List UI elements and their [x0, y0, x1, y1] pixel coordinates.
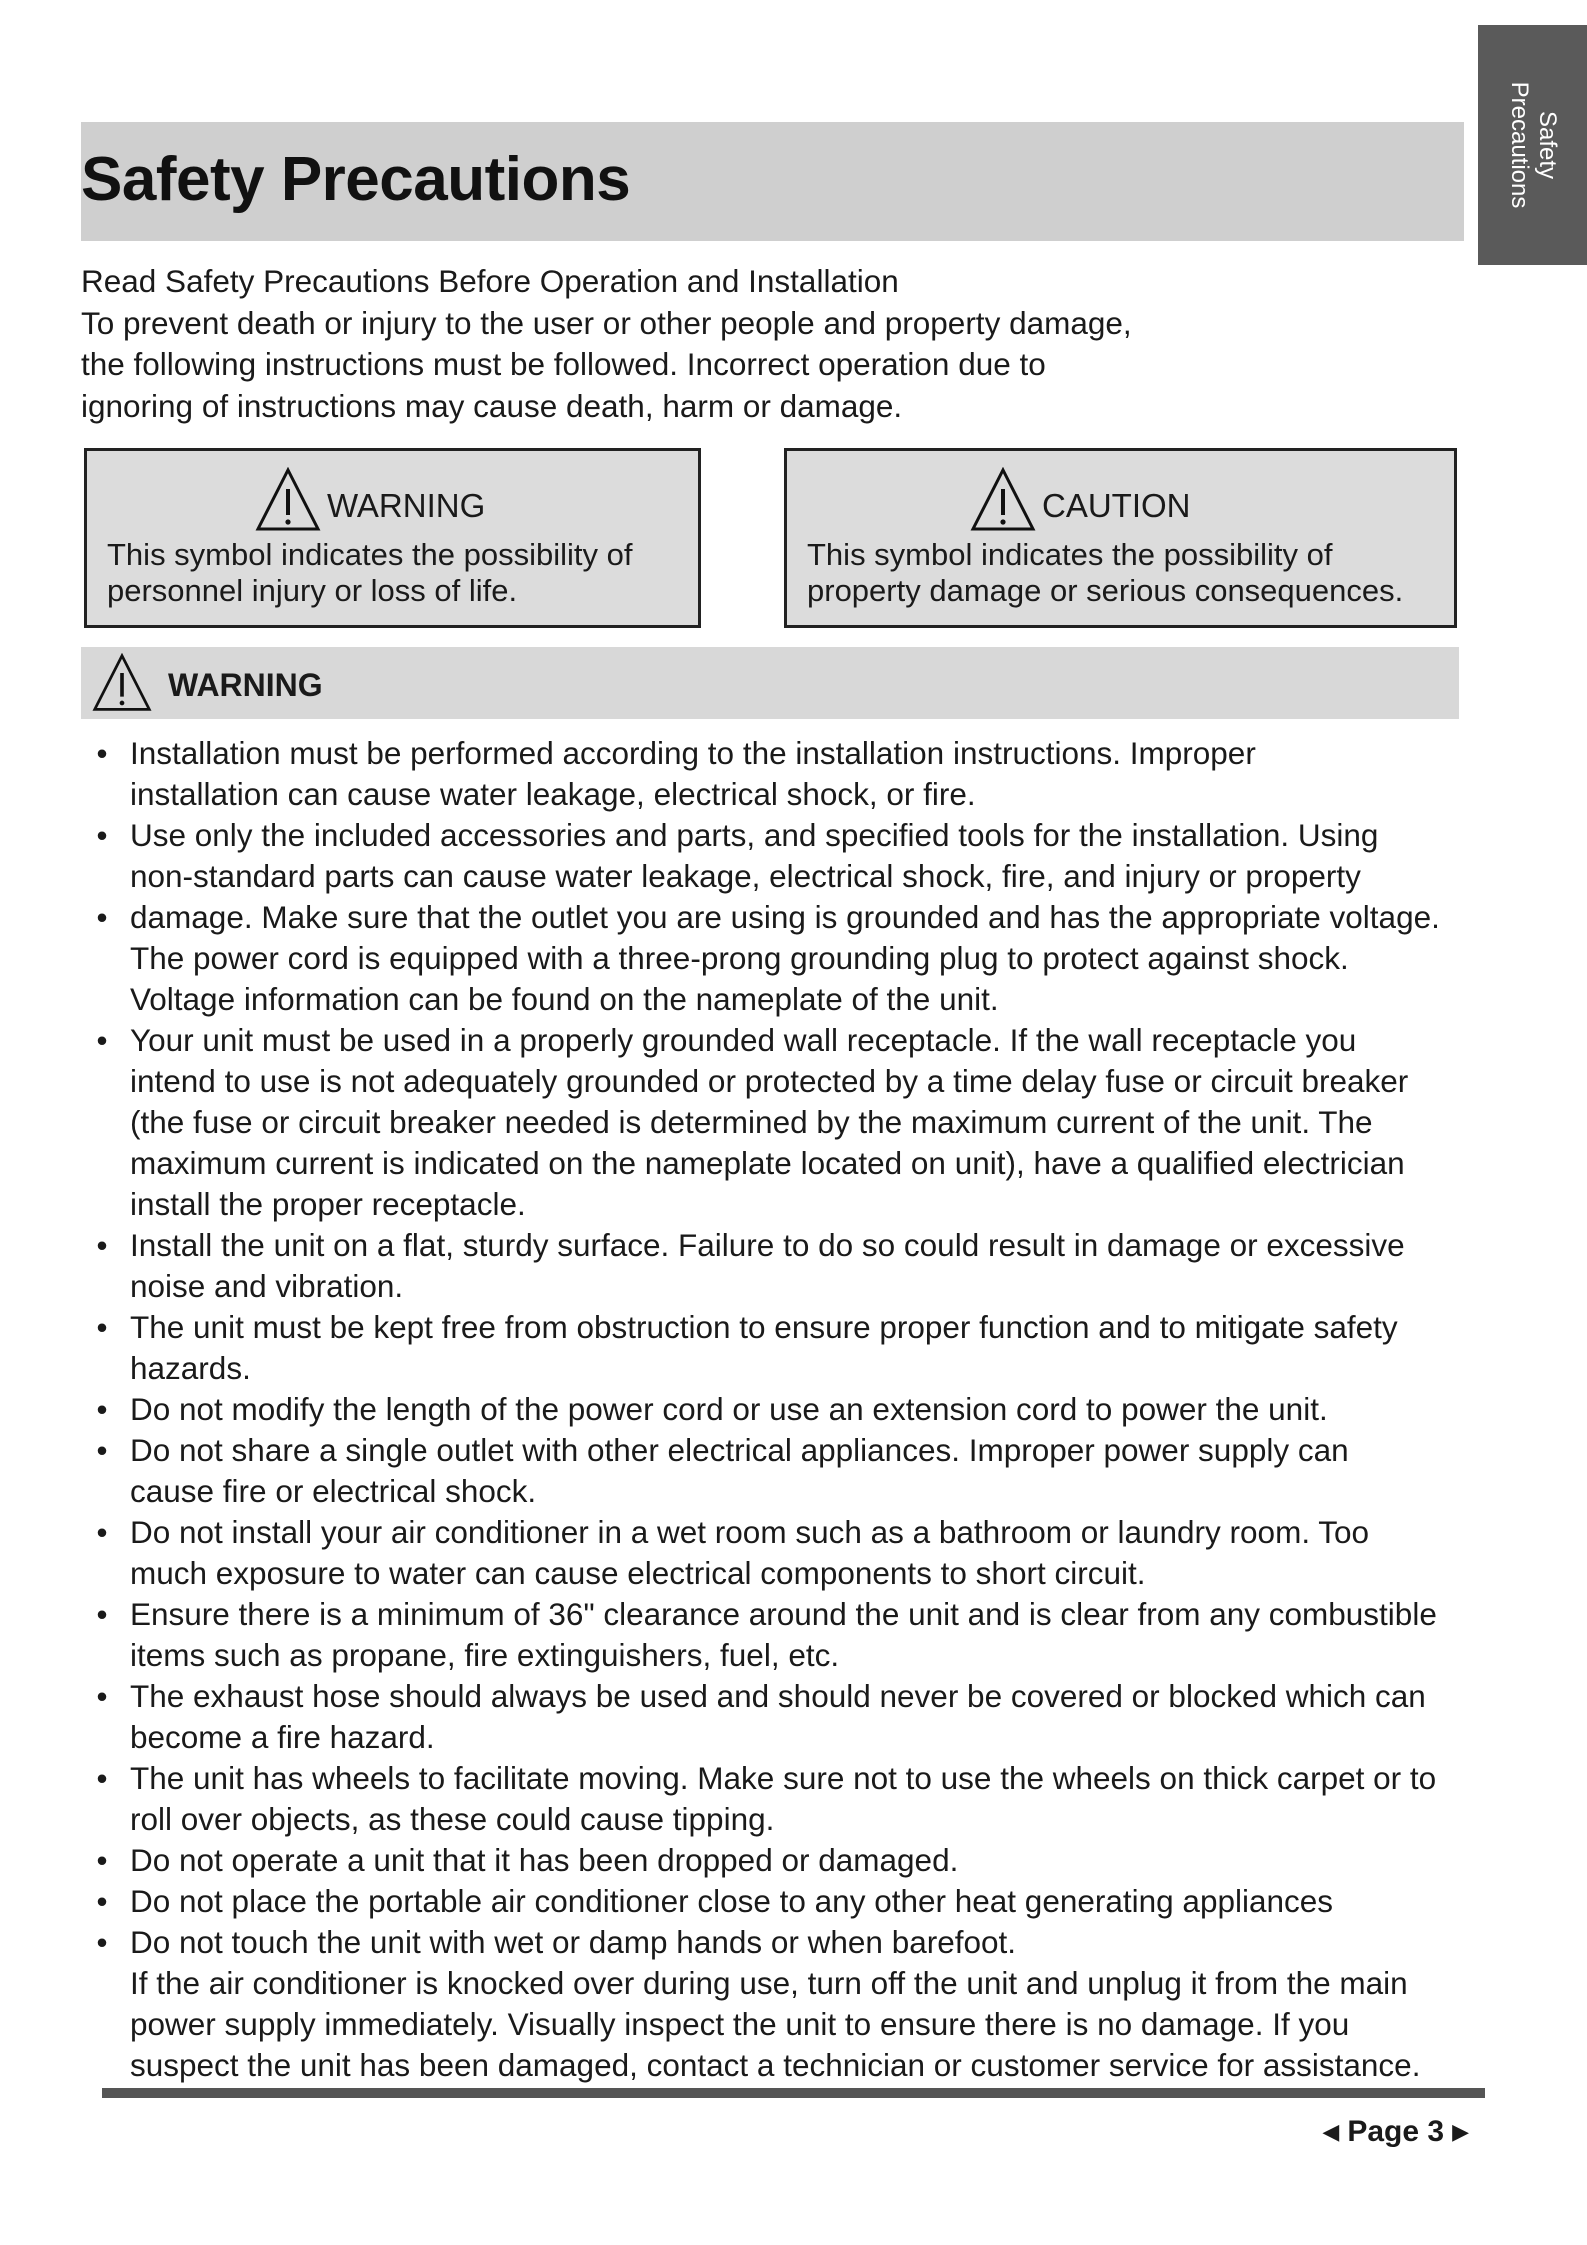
list-item-line	[96, 1676, 1476, 1717]
list-item-line	[96, 1225, 1476, 1266]
list-item-line	[96, 979, 1476, 1020]
list-item-line	[96, 1840, 1476, 1881]
list-item-text: maximum current is indicated on the nameplate located on unit), have a qualified electrician	[130, 1145, 1405, 1181]
list-item-text: The unit has wheels to facilitate moving. Make sure not to use the wheels on thick carpet or to	[130, 1760, 1437, 1796]
intro-line: ignoring of instructions may cause death, harm or damage.	[81, 387, 903, 424]
intro-paragraph	[81, 261, 1411, 427]
list-item-text: Ensure there is a minimum of 36" clearance around the unit and is clear from any combustible	[130, 1596, 1437, 1632]
warning-triangle-icon	[255, 467, 321, 533]
warning-box-header	[255, 467, 485, 533]
list-item-text: The exhaust hose should always be used and should never be covered or blocked which can	[130, 1678, 1426, 1714]
list-item-text: Do not install your air conditioner in a wet room such as a bathroom or laundry room. Too	[130, 1514, 1370, 1550]
list-item-text: suspect the unit has been damaged, contact a technician or customer service for assistance.	[130, 2047, 1421, 2083]
triangle-right-icon[interactable]: ▶	[1452, 2119, 1469, 2144]
list-item-text: installation can cause water leakage, electrical shock, or fire.	[130, 776, 976, 812]
bullet-icon: •	[96, 1514, 108, 1550]
caution-symbol-box	[784, 448, 1457, 628]
list-item-line	[96, 1143, 1476, 1184]
list-item-line	[96, 1922, 1476, 1963]
list-item-text: Installation must be performed according to the installation instructions. Improper	[130, 735, 1256, 771]
caution-box-line: property damage or serious consequences.	[807, 573, 1404, 608]
list-item-line	[96, 815, 1476, 856]
bullet-icon: •	[96, 1842, 108, 1878]
list-item-line	[96, 1717, 1476, 1758]
bullet-icon: •	[96, 899, 108, 935]
side-tab-label	[1505, 82, 1561, 209]
intro-line: the following instructions must be followed. Incorrect operation due to	[81, 346, 1046, 382]
list-item-line	[96, 938, 1476, 979]
list-item-line	[96, 1758, 1476, 1799]
list-item-text: Do not modify the length of the power cord or use an extension cord to power the unit.	[130, 1391, 1328, 1427]
list-item-line	[96, 1266, 1476, 1307]
warning-bullet-list	[96, 733, 1476, 2086]
list-item-line	[96, 1102, 1476, 1143]
bullet-icon: •	[96, 1227, 108, 1263]
side-tab-line-1: Safety	[1533, 110, 1561, 180]
bullet-icon: •	[96, 1391, 108, 1427]
intro-line: Read Safety Precautions Before Operation and Installation	[81, 263, 899, 299]
list-item-text: become a fire hazard.	[130, 1719, 435, 1755]
list-item-line	[96, 1799, 1476, 1840]
list-item-text: intend to use is not adequately grounded or protected by a time delay fuse or circuit breaker	[130, 1063, 1409, 1099]
list-item-text: cause fire or electrical shock.	[130, 1473, 537, 1509]
triangle-left-icon[interactable]: ◀	[1322, 2119, 1340, 2144]
list-item-text: non-standard parts can cause water leakage, electrical shock, fire, and injury or property	[130, 858, 1361, 894]
bullet-icon: •	[96, 1883, 108, 1919]
list-item-text: If the air conditioner is knocked over during use, turn off the unit and unplug it from the main	[130, 1965, 1408, 2001]
list-item-text: (the fuse or circuit breaker needed is determined by the maximum current of the unit. The	[130, 1104, 1373, 1140]
list-item-text: much exposure to water can cause electrical components to short circuit.	[130, 1555, 1146, 1591]
list-item-line	[96, 1020, 1476, 1061]
bullet-icon: •	[96, 1309, 108, 1345]
list-item-line	[96, 1430, 1476, 1471]
bullet-icon: •	[96, 1924, 108, 1960]
list-item-text: The power cord is equipped with a three-prong grounding plug to protect against shock.	[130, 940, 1349, 976]
page-title: Safety Precautions	[81, 145, 631, 214]
list-item-text: hazards.	[130, 1350, 251, 1386]
caution-triangle-icon	[970, 467, 1036, 533]
warning-box-title: WARNING	[327, 487, 486, 524]
bullet-icon: •	[96, 1760, 108, 1796]
section-side-tab	[1478, 25, 1587, 265]
list-item-text: Do not share a single outlet with other electrical appliances. Improper power supply can	[130, 1432, 1349, 1468]
warning-triangle-icon	[92, 653, 152, 713]
list-item-text: Do not place the portable air conditioner close to any other heat generating appliances	[130, 1883, 1334, 1919]
list-item-text: Use only the included accessories and parts, and specified tools for the installation. Using	[130, 817, 1379, 853]
list-item-text: roll over objects, as these could cause tipping.	[130, 1801, 775, 1837]
side-tab-line-2: Precautions	[1505, 81, 1533, 209]
list-item-text: items such as propane, fire extinguishers, fuel, etc.	[130, 1637, 840, 1673]
warning-section-header	[81, 647, 1459, 719]
list-item-line	[96, 1512, 1476, 1553]
bullet-icon: •	[96, 1678, 108, 1714]
list-item-text: Your unit must be used in a properly grounded wall receptacle. If the wall receptacle you	[130, 1022, 1357, 1058]
list-item-line	[96, 1594, 1476, 1635]
page-title-bar	[81, 122, 1464, 241]
list-item-line	[96, 2045, 1476, 2086]
page-indicator	[1314, 2115, 1477, 2149]
list-item-text: The unit must be kept free from obstruction to ensure proper function and to mitigate safety	[130, 1309, 1398, 1345]
list-item-line	[96, 856, 1476, 897]
list-item-line	[96, 1184, 1476, 1225]
bullet-icon: •	[96, 1432, 108, 1468]
list-item-line	[96, 774, 1476, 815]
bullet-icon: •	[96, 1596, 108, 1632]
warning-box-line: This symbol indicates the possibility of	[107, 537, 633, 572]
list-item-line	[96, 1471, 1476, 1512]
list-item-text: Do not operate a unit that it has been dropped or damaged.	[130, 1842, 959, 1878]
bullet-icon: •	[96, 735, 108, 771]
list-item-text: power supply immediately. Visually inspect the unit to ensure there is no damage. If you	[130, 2006, 1350, 2042]
warning-box-text	[107, 537, 633, 609]
warning-symbol-box	[84, 448, 701, 628]
list-item-line	[96, 1348, 1476, 1389]
warning-box-line: personnel injury or loss of life.	[107, 573, 518, 608]
list-item-text: Voltage information can be found on the nameplate of the unit.	[130, 981, 999, 1017]
list-item-line	[96, 1553, 1476, 1594]
list-item-line	[96, 1963, 1476, 2004]
caution-box-header	[970, 467, 1191, 533]
list-item-text: damage. Make sure that the outlet you are using is grounded and has the appropriate voltage.	[130, 899, 1440, 935]
list-item-line	[96, 897, 1476, 938]
list-item-line	[96, 1061, 1476, 1102]
list-item-line	[96, 1389, 1476, 1430]
list-item-text: Install the unit on a flat, sturdy surface. Failure to do so could result in damage or excessive	[130, 1227, 1405, 1263]
caution-box-line: This symbol indicates the possibility of	[807, 537, 1333, 572]
list-item-text: Do not touch the unit with wet or damp hands or when barefoot.	[130, 1924, 1017, 1960]
caution-box-text	[807, 537, 1403, 609]
caution-box-title: CAUTION	[1042, 487, 1191, 524]
bottom-divider	[102, 2088, 1485, 2098]
list-item-line	[96, 1307, 1476, 1348]
list-item-line	[96, 1635, 1476, 1676]
intro-line: To prevent death or injury to the user or other people and property damage,	[81, 304, 1132, 341]
page-number-label: Page 3	[1347, 2115, 1445, 2148]
list-item-text: install the proper receptacle.	[130, 1186, 526, 1222]
bullet-icon: •	[96, 1022, 108, 1058]
list-item-line	[96, 733, 1476, 774]
list-item-line	[96, 1881, 1476, 1922]
warning-section-title: WARNING	[168, 667, 323, 703]
list-item-text: noise and vibration.	[130, 1268, 404, 1304]
list-item-line	[96, 2004, 1476, 2045]
bullet-icon: •	[96, 817, 108, 853]
